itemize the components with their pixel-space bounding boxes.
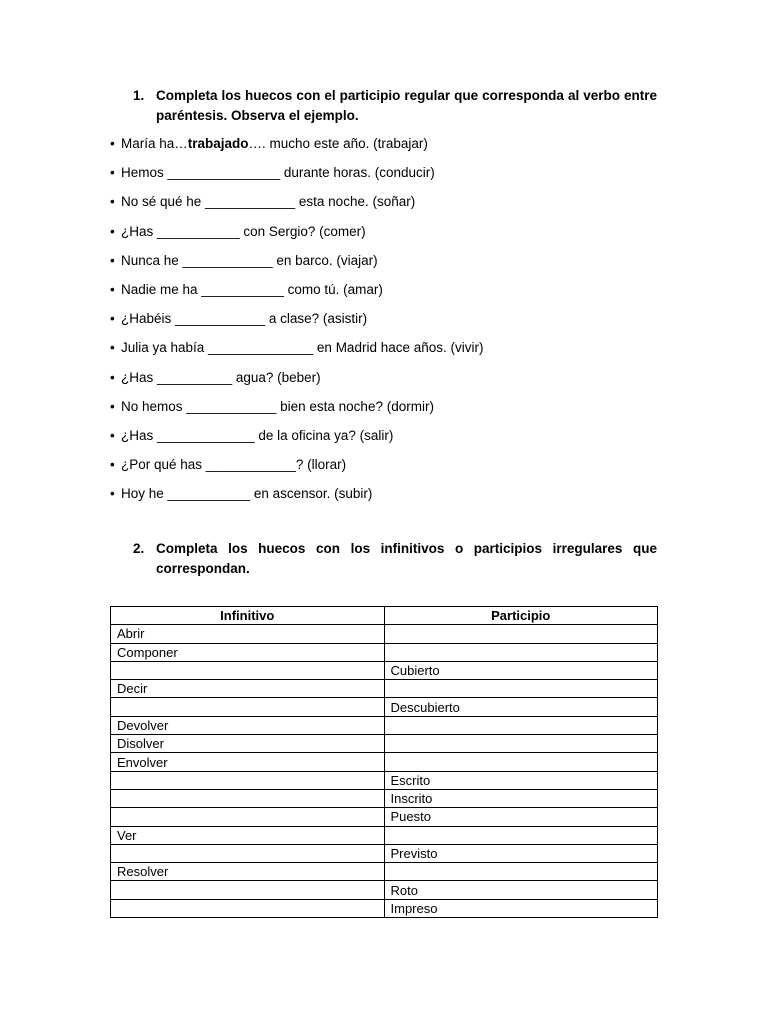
infinitive-cell xyxy=(111,661,385,679)
bullet: • xyxy=(110,281,115,297)
infinitive-cell: Componer xyxy=(111,643,385,661)
infinitive-cell: Decir xyxy=(111,680,385,698)
table-row xyxy=(111,625,658,643)
table-row xyxy=(111,753,658,771)
question-1-heading xyxy=(133,86,657,126)
bullet: • xyxy=(110,486,115,502)
example-answer: trabajado xyxy=(187,136,249,151)
participle-cell: Descubierto xyxy=(384,698,658,716)
bullet: • xyxy=(110,311,115,327)
infinitive-cell xyxy=(111,899,385,917)
infinitive-cell xyxy=(111,698,385,716)
question-2-heading xyxy=(133,539,657,579)
table-row xyxy=(111,643,658,661)
header-participio: Participio xyxy=(384,607,658,625)
exercise-text: ¿Has _____________ de la oficina ya? (salir) xyxy=(121,427,394,443)
table-row xyxy=(111,716,658,734)
table-header-row xyxy=(111,607,658,625)
exercise-text: ¿Has __________ agua? (beber) xyxy=(121,369,321,385)
exercise-text: ¿Por qué has ____________? (llorar) xyxy=(121,457,347,473)
exercise-item xyxy=(110,338,670,367)
verb-table xyxy=(110,606,658,918)
exercise-item xyxy=(110,280,670,309)
exercise-item xyxy=(110,163,670,192)
bullet: • xyxy=(110,194,115,210)
exercise-text: Hoy he ___________ en ascensor. (subir) xyxy=(121,486,373,502)
exercise-item xyxy=(110,251,670,280)
exercise-item xyxy=(110,368,670,397)
exercise-item xyxy=(110,192,670,221)
table-row xyxy=(111,826,658,844)
table-row xyxy=(111,789,658,807)
infinitive-cell: Abrir xyxy=(111,625,385,643)
exercise-item xyxy=(110,426,670,455)
exercise-item xyxy=(110,484,670,513)
header-infinitivo: Infinitivo xyxy=(111,607,385,625)
example-suffix: …. mucho este año. (trabajar) xyxy=(248,136,428,151)
participle-cell xyxy=(384,680,658,698)
question-2-number: 2. xyxy=(133,541,145,556)
exercise-list xyxy=(110,134,670,513)
participle-cell xyxy=(384,753,658,771)
bullet: • xyxy=(110,136,115,151)
exercise-item xyxy=(110,222,670,251)
exercise-text: Hemos _______________ durante horas. (conducir) xyxy=(121,165,435,181)
participle-cell: Inscrito xyxy=(384,789,658,807)
bullet: • xyxy=(110,340,115,356)
participle-cell xyxy=(384,643,658,661)
exercise-text: Nadie me ha ___________ como tú. (amar) xyxy=(121,281,383,297)
example-prefix: María ha… xyxy=(121,136,188,151)
table-row xyxy=(111,863,658,881)
participle-cell: Roto xyxy=(384,881,658,899)
table-row xyxy=(111,808,658,826)
table-row xyxy=(111,698,658,716)
participle-cell: Escrito xyxy=(384,771,658,789)
bullet: • xyxy=(110,398,115,414)
exercise-item xyxy=(110,309,670,338)
exercise-text: Nunca he ____________ en barco. (viajar) xyxy=(121,252,378,268)
participle-cell: Puesto xyxy=(384,808,658,826)
table-row xyxy=(111,899,658,917)
exercise-text: No hemos ____________ bien esta noche? (dormir) xyxy=(121,398,434,414)
infinitive-cell xyxy=(111,808,385,826)
table-row xyxy=(111,771,658,789)
table-row xyxy=(111,881,658,899)
participle-cell: Impreso xyxy=(384,899,658,917)
bullet: • xyxy=(110,223,115,239)
infinitive-cell xyxy=(111,881,385,899)
table-row xyxy=(111,735,658,753)
exercise-item xyxy=(110,455,670,484)
participle-cell: Cubierto xyxy=(384,661,658,679)
infinitive-cell: Devolver xyxy=(111,716,385,734)
participle-cell xyxy=(384,863,658,881)
question-1-instruction: Completa los huecos con el participio regular que corresponda al verbo entre paréntesis. Observa el ejemplo. xyxy=(156,88,657,123)
table-row xyxy=(111,661,658,679)
bullet: • xyxy=(110,427,115,443)
bullet: • xyxy=(110,252,115,268)
participle-cell xyxy=(384,826,658,844)
example-item xyxy=(110,134,670,163)
infinitive-cell xyxy=(111,844,385,862)
infinitive-cell: Resolver xyxy=(111,863,385,881)
exercise-item xyxy=(110,397,670,426)
participle-cell: Previsto xyxy=(384,844,658,862)
infinitive-cell: Envolver xyxy=(111,753,385,771)
infinitive-cell: Ver xyxy=(111,826,385,844)
infinitive-cell: Disolver xyxy=(111,735,385,753)
table-row xyxy=(111,680,658,698)
bullet: • xyxy=(110,165,115,181)
question-2-instruction: Completa los huecos con los infinitivos o participios irregulares que correspondan. xyxy=(156,541,657,576)
participle-cell xyxy=(384,735,658,753)
exercise-text: ¿Has ___________ con Sergio? (comer) xyxy=(121,223,366,239)
exercise-text: No sé qué he ____________ esta noche. (soñar) xyxy=(121,194,416,210)
exercise-text: Julia ya había ______________ en Madrid hace años. (vivir) xyxy=(121,340,484,356)
infinitive-cell xyxy=(111,789,385,807)
participle-cell xyxy=(384,625,658,643)
question-1-number: 1. xyxy=(133,88,145,103)
exercise-text: ¿Habéis ____________ a clase? (asistir) xyxy=(121,311,368,327)
participle-cell xyxy=(384,716,658,734)
bullet: • xyxy=(110,369,115,385)
infinitive-cell xyxy=(111,771,385,789)
table-row xyxy=(111,844,658,862)
bullet: • xyxy=(110,457,115,473)
